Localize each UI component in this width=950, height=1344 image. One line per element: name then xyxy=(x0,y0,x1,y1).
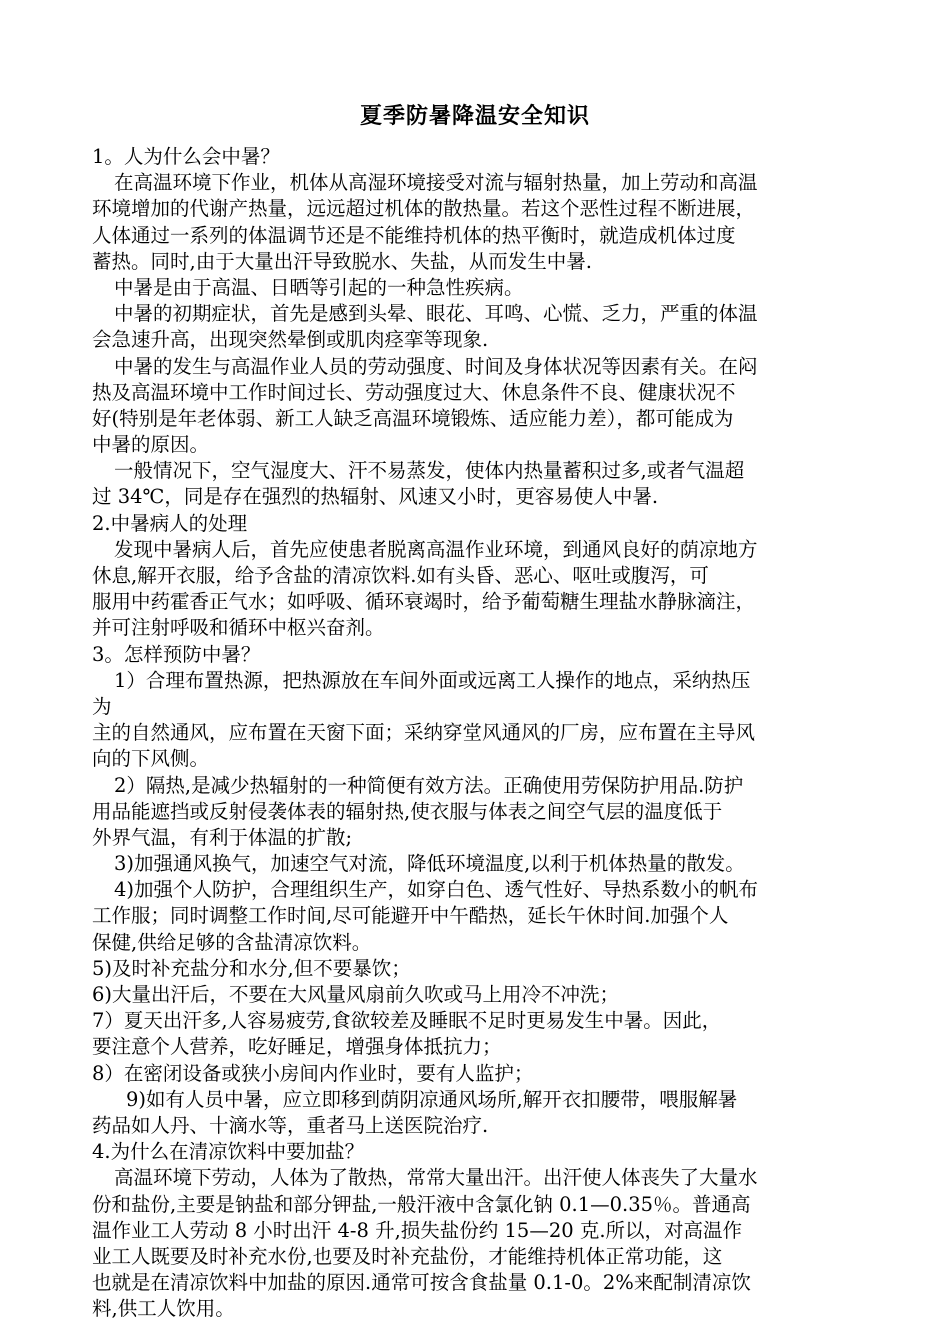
text-line: 中暑的原因。 xyxy=(92,433,210,457)
text-line: 7）夏天出汗多,人容易疲劳,食欲较差及睡眠不足时更易发生中暑。因此， xyxy=(92,1009,722,1033)
text-line: 好(特别是年老体弱、新工人缺乏高温环境锻炼、适应能力差），都可能成为 xyxy=(92,406,734,430)
text-line: 中暑是由于高温、日晒等引起的一种急性疾病。 xyxy=(114,275,524,299)
text-line: 8）在密闭设备或狭小房间内作业时，要有人监护； xyxy=(92,1061,534,1085)
text-line: 要注意个人营养，吃好睡足，增强身体抵抗力； xyxy=(92,1035,502,1059)
text-line: 外界气温，有利于体温的扩散; xyxy=(92,825,353,849)
text-line: 份和盐份,主要是钠盐和部分钾盐,一般汗液中含氯化钠 0.1—0.35％。普通高 xyxy=(92,1192,751,1216)
text-line: 蓄热。同时,由于大量出汗导致脱水、失盐，从而发生中暑. xyxy=(92,249,592,273)
text-line: 服用中药霍香正气水；如呼吸、循环衰竭时，给予葡萄糖生理盐水静脉滴注， xyxy=(92,590,756,614)
text-line: 4)加强个人防护，合理组织生产，如穿白色、透气性好、导热系数小的帆布 xyxy=(114,878,759,902)
text-line: 过 34℃，同是存在强烈的热辐射、风速又小时，更容易使人中暑. xyxy=(92,485,659,509)
text-line: 3)加强通风换气，加速空气对流，降低环境温度,以利于机体热量的散发。 xyxy=(114,852,745,876)
text-line: 热及高温环境中工作时间过长、劳动强度过大、休息条件不良、健康状况不 xyxy=(92,380,736,404)
text-line: 会急速升高，出现突然晕倒或肌肉痉挛等现象. xyxy=(92,328,489,352)
text-line: 工作服；同时调整工作时间,尽可能避开中午酷热，延长午休时间.加强个人 xyxy=(92,904,729,928)
text-line: 也就是在清凉饮料中加盐的原因.通常可按含食盐量 0.1-0。2%来配制清凉饮 xyxy=(92,1271,751,1295)
text-line: 2.中暑病人的处理 xyxy=(92,511,248,535)
document-body xyxy=(92,144,862,1322)
text-line: 高温环境下劳动，人体为了散热，常常大量出汗。出汗使人体丧失了大量水 xyxy=(114,1166,758,1190)
text-line: 料,供工人饮用。 xyxy=(92,1297,235,1321)
text-line: 在高温环境下作业，机体从高湿环境接受对流与辐射热量，加上劳动和高温 xyxy=(114,171,758,195)
text-line: 中暑的发生与高温作业人员的劳动强度、时间及身体状况等因素有关。在闷 xyxy=(114,354,758,378)
text-line: 9)如有人员中暑，应立即移到荫阴凉通风场所,解开衣扣腰带，喂服解暑 xyxy=(126,1087,738,1111)
text-line: 并可注射呼吸和循环中枢兴奋剂。 xyxy=(92,616,385,640)
text-line: 2）隔热,是减少热辐射的一种简便有效方法。正确使用劳保防护用品.防护 xyxy=(114,773,744,797)
text-line: 环境增加的代谢产热量，远远超过机体的散热量。若这个恶性过程不断进展， xyxy=(92,197,756,221)
text-line: 1）合理布置热源，把热源放在车间外面或远离工人操作的地点，采纳热压 xyxy=(114,668,751,692)
text-line: 业工人既要及时补充水份,也要及时补充盐份，才能维持机体正常功能，这 xyxy=(92,1244,723,1268)
text-line: 休息,解开衣服，给予含盐的清凉饮料.如有头昏、恶心、呕吐或腹泻，可 xyxy=(92,564,709,587)
text-line: 5)及时补充盐分和水分,但不要暴饮； xyxy=(92,956,411,980)
text-line: 药品如人丹、十滴水等，重者马上送医院治疗. xyxy=(92,1113,489,1137)
text-line: 中暑的初期症状，首先是感到头晕、眼花、耳鸣、心慌、乏力，严重的体温 xyxy=(114,302,758,326)
text-line: 用品能遮挡或反射侵袭体表的辐射热,使衣服与体表之间空气层的温度低于 xyxy=(92,799,723,823)
text-line: 1。人为什么会中暑？ xyxy=(92,145,280,168)
text-line: 6)大量出汗后，不要在大风量风扇前久吹或马上用冷不冲洗； xyxy=(92,983,620,1006)
text-line: 一般情况下，空气湿度大、汗不易蒸发，使体内热量蓄积过多,或者气温超 xyxy=(114,459,745,483)
text-line: 人体通过一系列的体温调节还是不能维持机体的热平衡时，就造成机体过度 xyxy=(92,223,736,247)
text-line: 3。怎样预防中暑？ xyxy=(92,642,261,666)
text-line: 向的下风侧。 xyxy=(92,747,210,771)
text-line: 4.为什么在清凉饮料中要加盐？ xyxy=(92,1140,365,1164)
text-line: 温作业工人劳动 8 小时出汗 4-8 升,损失盐份约 15—20 克.所以，对高温作 xyxy=(92,1218,743,1242)
text-line: 发现中暑病人后，首先应使患者脱离高温作业环境，到通风良好的荫凉地方 xyxy=(114,537,758,561)
document-title: 夏季防暑降温安全知识 xyxy=(359,104,590,129)
text-line: 主的自然通风，应布置在天窗下面；采纳穿堂风通风的厂房，应布置在主导风 xyxy=(92,721,756,745)
text-line: 为 xyxy=(92,694,112,718)
text-line: 保健,供给足够的含盐清凉饮料。 xyxy=(92,930,372,954)
